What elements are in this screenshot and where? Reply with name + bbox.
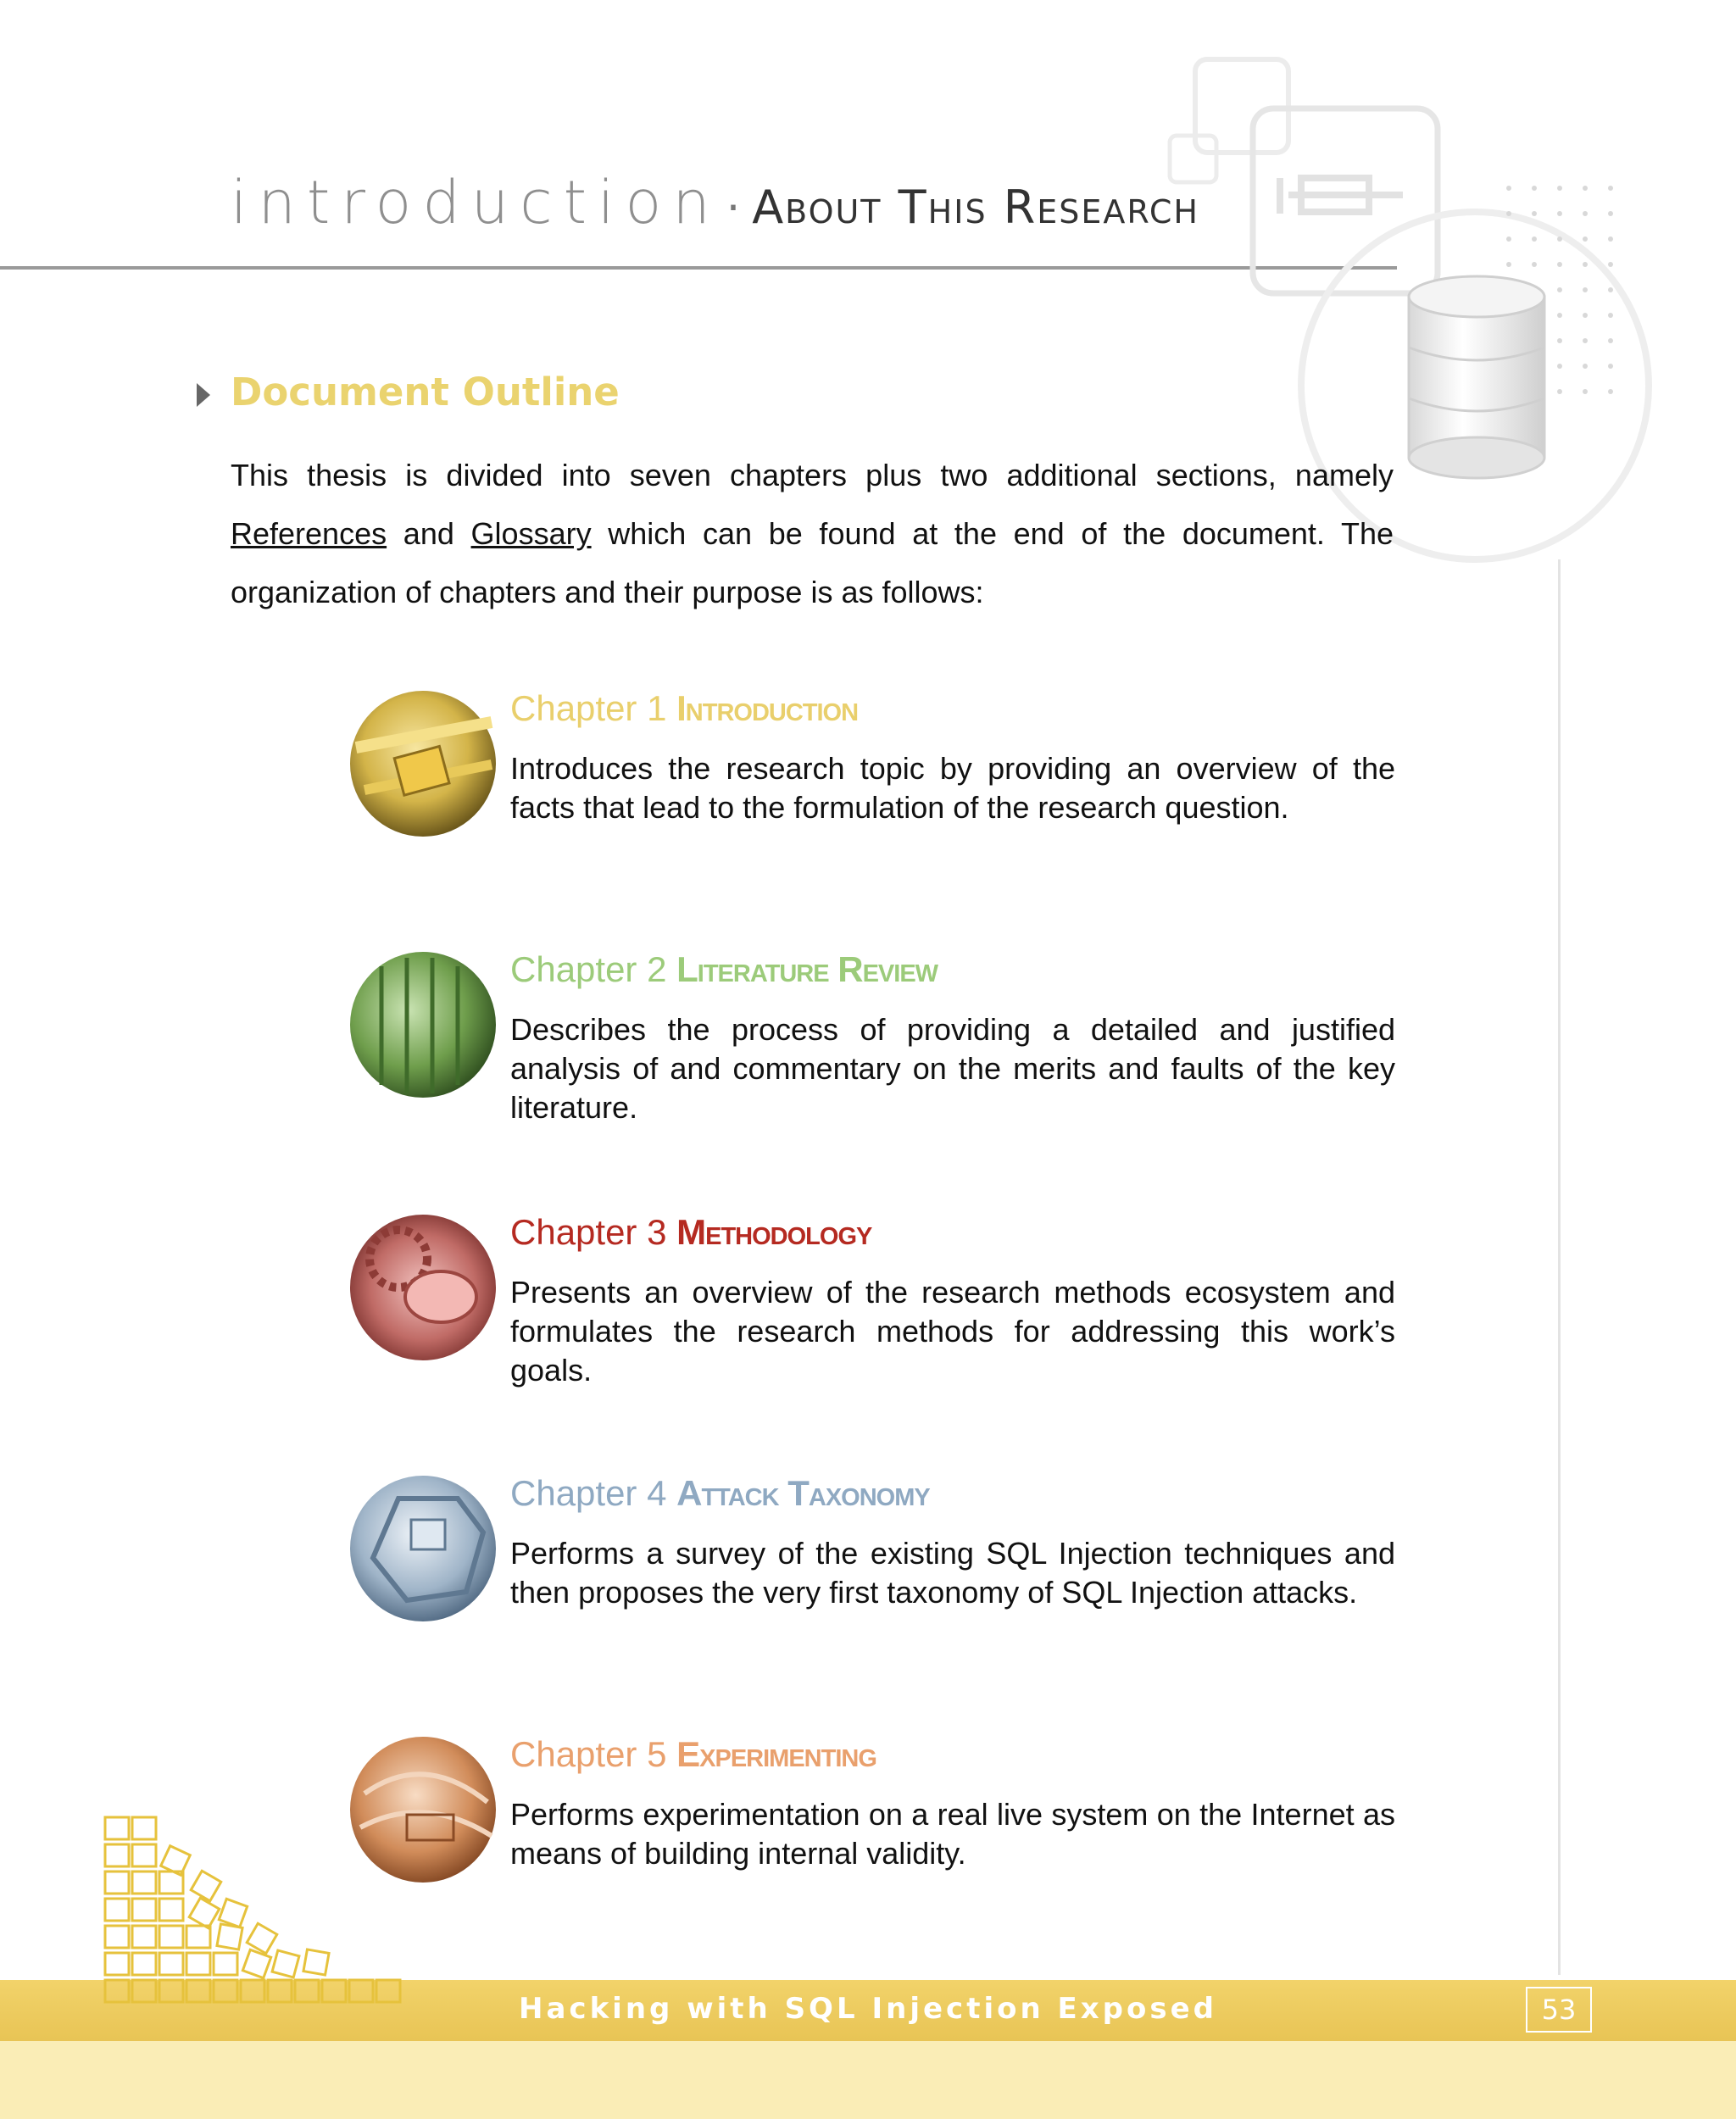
chapter-2-description: Describes the process of providing a detailed and justified analysis of and commentary on the merits and faults of the key literature. [510, 1012, 1395, 1125]
header-section-word: introduction [231, 168, 721, 237]
chapter-5-entry [348, 1734, 1399, 1895]
glossary-link[interactable]: Glossary [470, 516, 592, 551]
chapter-4-chip-icon [348, 1473, 498, 1624]
chapter-1-name: Introduction [676, 688, 859, 728]
footer-book-title: Hacking with SQL Injection Exposed [519, 1992, 1217, 2026]
chapter-5-description: Performs experimentation on a real live system on the Internet as means of building internal validity. [510, 1797, 1395, 1871]
chapter-2-title [510, 949, 938, 990]
chapter-1-label: Chapter 1 [510, 688, 667, 728]
chapter-3-description: Presents an overview of the research methods ecosystem and formulates the research methods for addressing this work’s goals. [510, 1275, 1395, 1388]
header-subtitle: About This Research [752, 181, 1200, 234]
chapter-1-description: Introduces the research topic by providing an overview of the facts that lead to the formulation of the research question. [510, 751, 1395, 825]
chapter-4-description: Performs a survey of the existing SQL Injection techniques and then proposes the very first taxonomy of SQL Injection attacks. [510, 1536, 1395, 1610]
chapter-4-title [510, 1473, 930, 1514]
intro-text-1: This thesis is divided into seven chapters plus two additional sections, namely [231, 458, 1394, 492]
chapter-4-entry [348, 1473, 1399, 1634]
chapter-5-label: Chapter 5 [510, 1734, 667, 1774]
section-bullet-arrow-icon [197, 383, 210, 407]
chapter-2-circuit-icon [348, 949, 498, 1100]
decorative-squares-icon [102, 1814, 424, 2009]
chapter-4-label: Chapter 4 [510, 1473, 667, 1513]
chapter-2-label: Chapter 2 [510, 949, 667, 989]
chapter-3-label: Chapter 3 [510, 1212, 667, 1252]
chapter-1-title [510, 688, 858, 729]
chapter-3-entry [348, 1212, 1399, 1388]
intro-paragraph [231, 446, 1394, 621]
chapter-2-entry [348, 949, 1399, 1125]
section-title: Document Outline [231, 370, 620, 414]
chapter-3-gears-icon [348, 1212, 498, 1363]
chapter-3-title [510, 1212, 871, 1253]
header-separator: · [726, 183, 741, 234]
footer-bottom-strip [0, 2041, 1736, 2119]
right-rule [1558, 559, 1561, 1975]
intro-text-2: and [387, 516, 471, 551]
chapter-1-cable-icon [348, 688, 498, 839]
chapter-3-name: Methodology [676, 1212, 872, 1252]
page-number: 53 [1526, 1987, 1592, 2033]
chapter-4-name: Attack Taxonomy [676, 1473, 930, 1513]
chapter-1-entry [348, 688, 1399, 849]
chapter-2-name: Literature Review [676, 949, 938, 989]
chapter-5-name: Experimenting [676, 1734, 876, 1774]
chapter-5-title [510, 1734, 876, 1775]
intro-text-3: which can be found at the end of the document. The organization of chapters and their purpose is as follows: [231, 516, 1394, 609]
page-header-title [231, 168, 1199, 237]
references-link[interactable]: References [231, 516, 387, 551]
